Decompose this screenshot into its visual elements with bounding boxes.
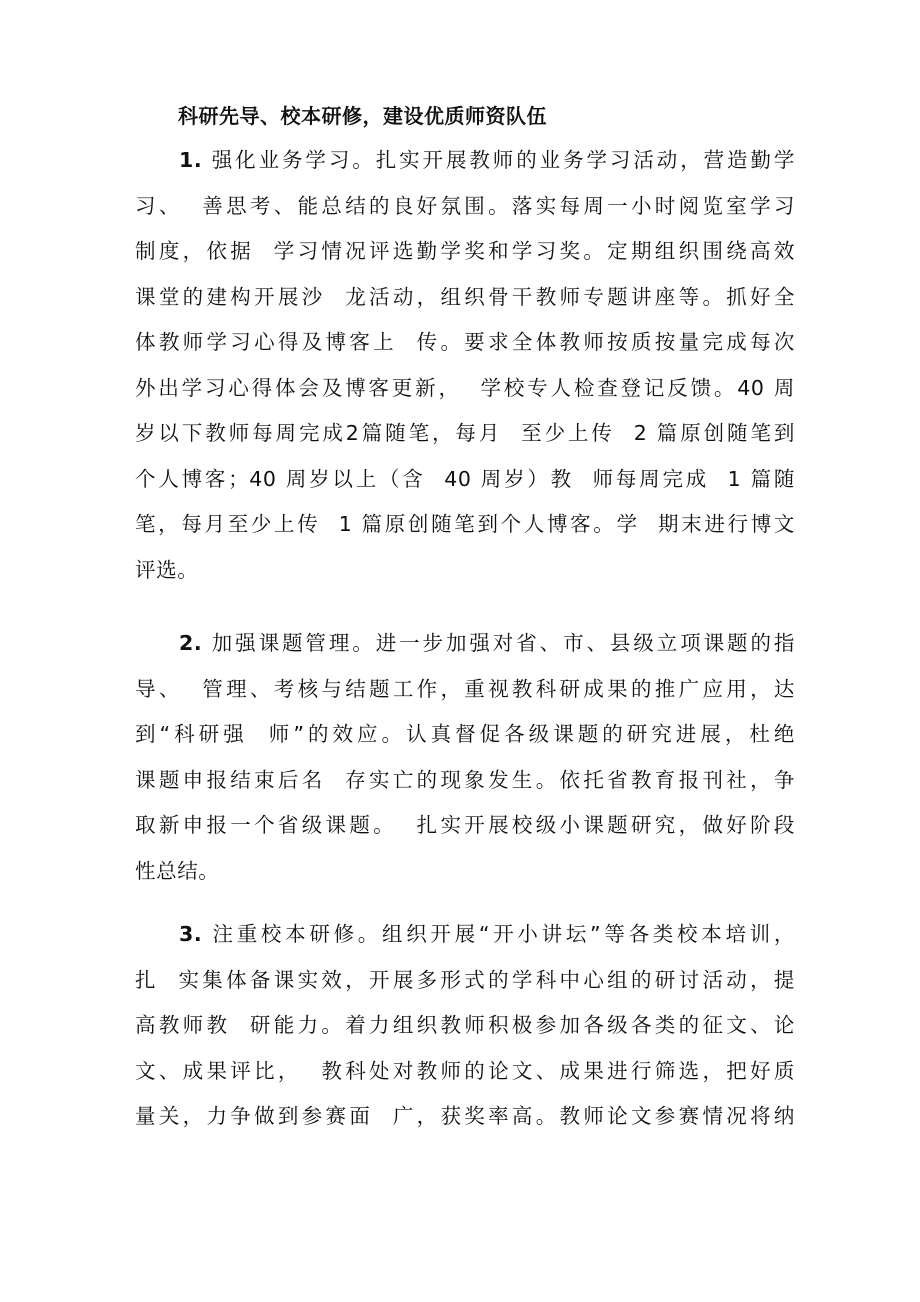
paragraph-1	[135, 138, 795, 593]
paragraph-line: 习、 善思考、能总结的良好氛围。落实每周一小时阅览室学习	[135, 193, 795, 218]
paragraph-line: 课堂的建构开展沙 龙活动，组织骨干教师专题讲座等。抓好全	[135, 284, 795, 309]
paragraph-line: 取新申报一个省级课题。 扎实开展校级小课题研究，做好阶段	[135, 813, 795, 837]
paragraph-line: 笔，每月至少上传 1 篇原创随笔到个人博客。学 期末进行博文	[135, 512, 795, 536]
paragraph-line: 1. 强化业务学习。扎实开展教师的业务学习活动，营造勤学	[179, 148, 796, 172]
paragraph-line: 评选。	[135, 557, 199, 582]
paragraph-line: 文、成果评比， 教科处对教师的论文、成果进行筛选，把好质	[135, 1058, 795, 1083]
paragraph-line: 个人博客；40 周岁以上（含 40 周岁）教 师每周完成 1 篇随	[135, 466, 795, 491]
section-number: 3.	[179, 922, 203, 946]
paragraph-line: 岁以下教师每周完成2篇随笔，每月 至少上传 2 篇原创随笔到	[135, 421, 795, 445]
paragraph-3	[135, 912, 795, 1140]
section-number: 1.	[179, 148, 203, 172]
paragraph-line: 2. 加强课题管理。进一步加强对省、市、县级立项课题的指	[179, 631, 796, 655]
paragraph-line: 制度，依据 学习情况评选勤学奖和学习奖。定期组织围绕高效	[135, 239, 795, 263]
paragraph-line: 导、 管理、考核与结题工作，重视教科研成果的推广应用，达	[135, 676, 795, 701]
paragraph-line: 高教师教 研能力。着力组织教师积极参加各级各类的征文、论	[135, 1013, 795, 1037]
paragraph-line: 扎 实集体备课实效，开展多形式的学科中心组的研讨活动，提	[135, 967, 795, 992]
paragraph-2	[135, 621, 795, 894]
paragraph-line: 外出学习心得体会及博客更新， 学校专人检查登记反馈。40 周	[135, 375, 795, 400]
paragraph-line: 3. 注重校本研修。组织开展“开小讲坛”等各类校本培训，	[179, 922, 795, 946]
paragraph-line: 到“科研强 师”的效应。认真督促各级课题的研究进展，杜绝	[135, 722, 795, 746]
paragraph-line: 课题申报结束后名 存实亡的现象发生。依托省教育报刊社，争	[135, 767, 795, 792]
section-number: 2.	[179, 631, 203, 655]
paragraph-line: 体教师学习心得及博客上 传。要求全体教师按质按量完成每次	[135, 330, 795, 354]
document-heading: 科研先导、校本研修，建设优质师资队伍	[178, 104, 547, 128]
paragraph-line: 量关，力争做到参赛面 广，获奖率高。教师论文参赛情况将纳	[135, 1104, 795, 1128]
paragraph-line: 性总结。	[135, 858, 220, 883]
